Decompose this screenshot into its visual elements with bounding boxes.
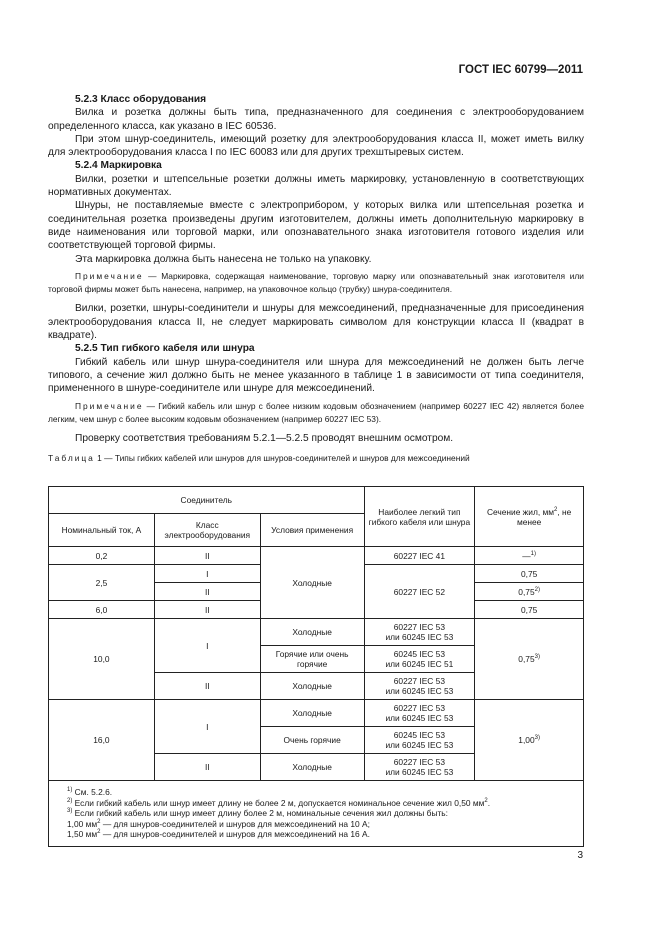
note-text: — Гибкий кабель или шнур с более низким кодовым обозначением (например 60227 IEC 42) является более легким, чем шнур с более высоким кодовым обозначением (например 60227 IEC 53). — [48, 400, 584, 424]
cell-class: II — [154, 754, 260, 781]
section-heading-523: 5.2.3 Класс оборудования — [75, 94, 207, 105]
note-label: Примечание — [75, 270, 144, 281]
header-connector: Соединитель — [49, 487, 365, 514]
table-caption-label: Таблица — [48, 453, 95, 464]
note — [48, 400, 584, 427]
header-conditions: Условия применения — [260, 514, 364, 547]
cell-conditions: Очень горячие — [260, 727, 364, 754]
table-row — [49, 547, 584, 565]
table-footnotes — [49, 781, 584, 847]
cell-cable: 60227 IEC 53 или 60245 IEC 53 — [364, 673, 475, 700]
cell-conditions: Холодные — [260, 700, 364, 727]
document-code: ГОСТ IEC 60799—2011 — [458, 64, 583, 76]
table-caption — [48, 452, 584, 465]
page-number: 3 — [577, 850, 583, 861]
paragraph: Шнуры, не поставляемые вместе с электроприбором, у которых вилка или штепсельная розетка и соединительная розетка произведены другим изготовителем, должны иметь дополнительную маркировку в виде наименования или торговой марки, или опознавательного знака изготовителя готового изделия или соответствующей торговой фирмы. — [48, 200, 584, 252]
cell-conditions: Холодные — [260, 619, 364, 646]
cell-class: I — [154, 619, 260, 673]
cell-cable: 60227 IEC 53 или 60245 IEC 53 — [364, 754, 475, 781]
cell-class: II — [154, 673, 260, 700]
section-heading-524: 5.2.4 Маркировка — [75, 160, 162, 172]
cell-current: 10,0 — [49, 619, 155, 700]
note — [48, 270, 584, 297]
cell-conditions: Холодные — [260, 673, 364, 700]
footnote-3-line-2: 1,50 $мм^2$ — для шнуров-соединителей и шнуров для межсоединений на 16 А. — [67, 829, 370, 839]
paragraph: Эта маркировка должна быть нанесена не только на упаковку. — [75, 253, 372, 265]
footnote-2: $^{2)}$ Если гибкий кабель или шнур имеет длину не более 2 м, допускается номинальное сечение жил 0,50 $мм^2$. — [67, 797, 491, 808]
document-body — [48, 93, 584, 472]
paragraph: Гибкий кабель или шнур шнура-соединителя или шнура для межсоединений не должен быть легче типового, а сечение жил должно быть не менее указанного в таблице 1 в зависимости от типа соединителя, примененного в шнуре-соединителе или шнуре для межсоединений. — [48, 356, 584, 395]
header-cross-section: Сечение жил, $мм^2$, не менее — [475, 487, 584, 547]
cell-class: II — [154, 601, 260, 619]
cable-type-table — [48, 486, 584, 847]
note-label: Примечание — [75, 400, 144, 411]
cell-current: 0,2 — [49, 547, 155, 565]
note-text: — Маркировка, содержащая наименование, торговую марку или опознавательный знак изготовителя или торговой фирмы может быть нанесена, например, на упаковочное кольцо (трубку) шнура-соединителя. — [48, 270, 584, 295]
table-header-row — [49, 487, 584, 514]
cell-cable: 60227 IEC 52 — [364, 565, 475, 619]
footnote-3: $^{3)}$ Если гибкий кабель или шнур имеет длину более 2 м, номинальные сечения жил должны быть: — [67, 808, 448, 818]
header-cable-type: Наиболее легкий тип гибкого кабеля или шнура — [364, 487, 475, 547]
cell-section: 1,00$^{3)}$ — [475, 700, 584, 781]
cell-conditions: Холодные — [260, 754, 364, 781]
paragraph: Проверку соответствия требованиям 5.2.1—5.2.5 проводят внешним осмотром. — [75, 433, 454, 445]
footnote-3-line-1: 1,00 $мм^2$ — для шнуров-соединителей и шнуров для межсоединений на 10 А; — [67, 818, 370, 829]
cell-cable: 60227 IEC 53 или 60245 IEC 53 — [364, 619, 475, 646]
table-caption-text: 1 — Типы гибких кабелей или шнуров для шнуров-соединителей и шнуров для межсоединений — [94, 453, 470, 464]
cell-section: 0,75$^{3)}$ — [475, 619, 584, 700]
cell-class: I — [154, 700, 260, 754]
table-row — [49, 700, 584, 727]
cell-conditions: Горячие или очень горячие — [260, 646, 364, 673]
section-heading-525: 5.2.5 Тип гибкого кабеля или шнура — [75, 343, 255, 355]
cell-conditions: Холодные — [260, 547, 364, 619]
cell-section: 0,75 — [475, 565, 584, 583]
table-row — [49, 619, 584, 646]
cell-cable: 60227 IEC 53 или 60245 IEC 53 — [364, 700, 475, 727]
paragraph: Вилка и розетка должны быть типа, предназначенного для соединения с электрооборудованием определенного класса, как указано в IEC 60536. — [48, 107, 584, 132]
cell-class: I — [154, 565, 260, 583]
cell-current: 6,0 — [49, 601, 155, 619]
cell-section: 0,75$^{2)}$ — [475, 583, 584, 601]
cell-cable: 60245 IEC 53 или 60245 IEC 51 — [364, 646, 475, 673]
table-footnotes-row — [49, 781, 584, 847]
paragraph: При этом шнур-соединитель, имеющий розетку для электрооборудования класса II, может иметь вилку для электрооборудования класса I по IEC 60083 или для других трехштыревых систем. — [48, 133, 584, 159]
cell-current: 16,0 — [49, 700, 155, 781]
paragraph: Вилки, розетки и штепсельные розетки должны иметь маркировку, установленную в соответствующих нормативных документах. — [48, 173, 584, 199]
cell-current: 2,5 — [49, 565, 155, 601]
footnote-1: $^{1)}$ См. 5.2.6. — [67, 787, 113, 797]
cell-class: II — [154, 547, 260, 565]
header-equipment-class: Класс электрооборудования — [154, 514, 260, 547]
header-rated-current: Номинальный ток, А — [49, 514, 155, 547]
cell-class: II — [154, 583, 260, 601]
cell-cable: 60227 IEC 41 — [364, 547, 475, 565]
cell-section: 0,75 — [475, 601, 584, 619]
cell-cable: 60245 IEC 53 или 60245 IEC 53 — [364, 727, 475, 754]
paragraph: Вилки, розетки, шнуры-соединители и шнуры для межсоединений, предназначенные для присоединения электрооборудования класса II, не следует маркировать символом для конструкции класса II (квадрат в квадрате). — [48, 303, 584, 342]
cell-section: —$^{1)}$ — [475, 547, 584, 565]
